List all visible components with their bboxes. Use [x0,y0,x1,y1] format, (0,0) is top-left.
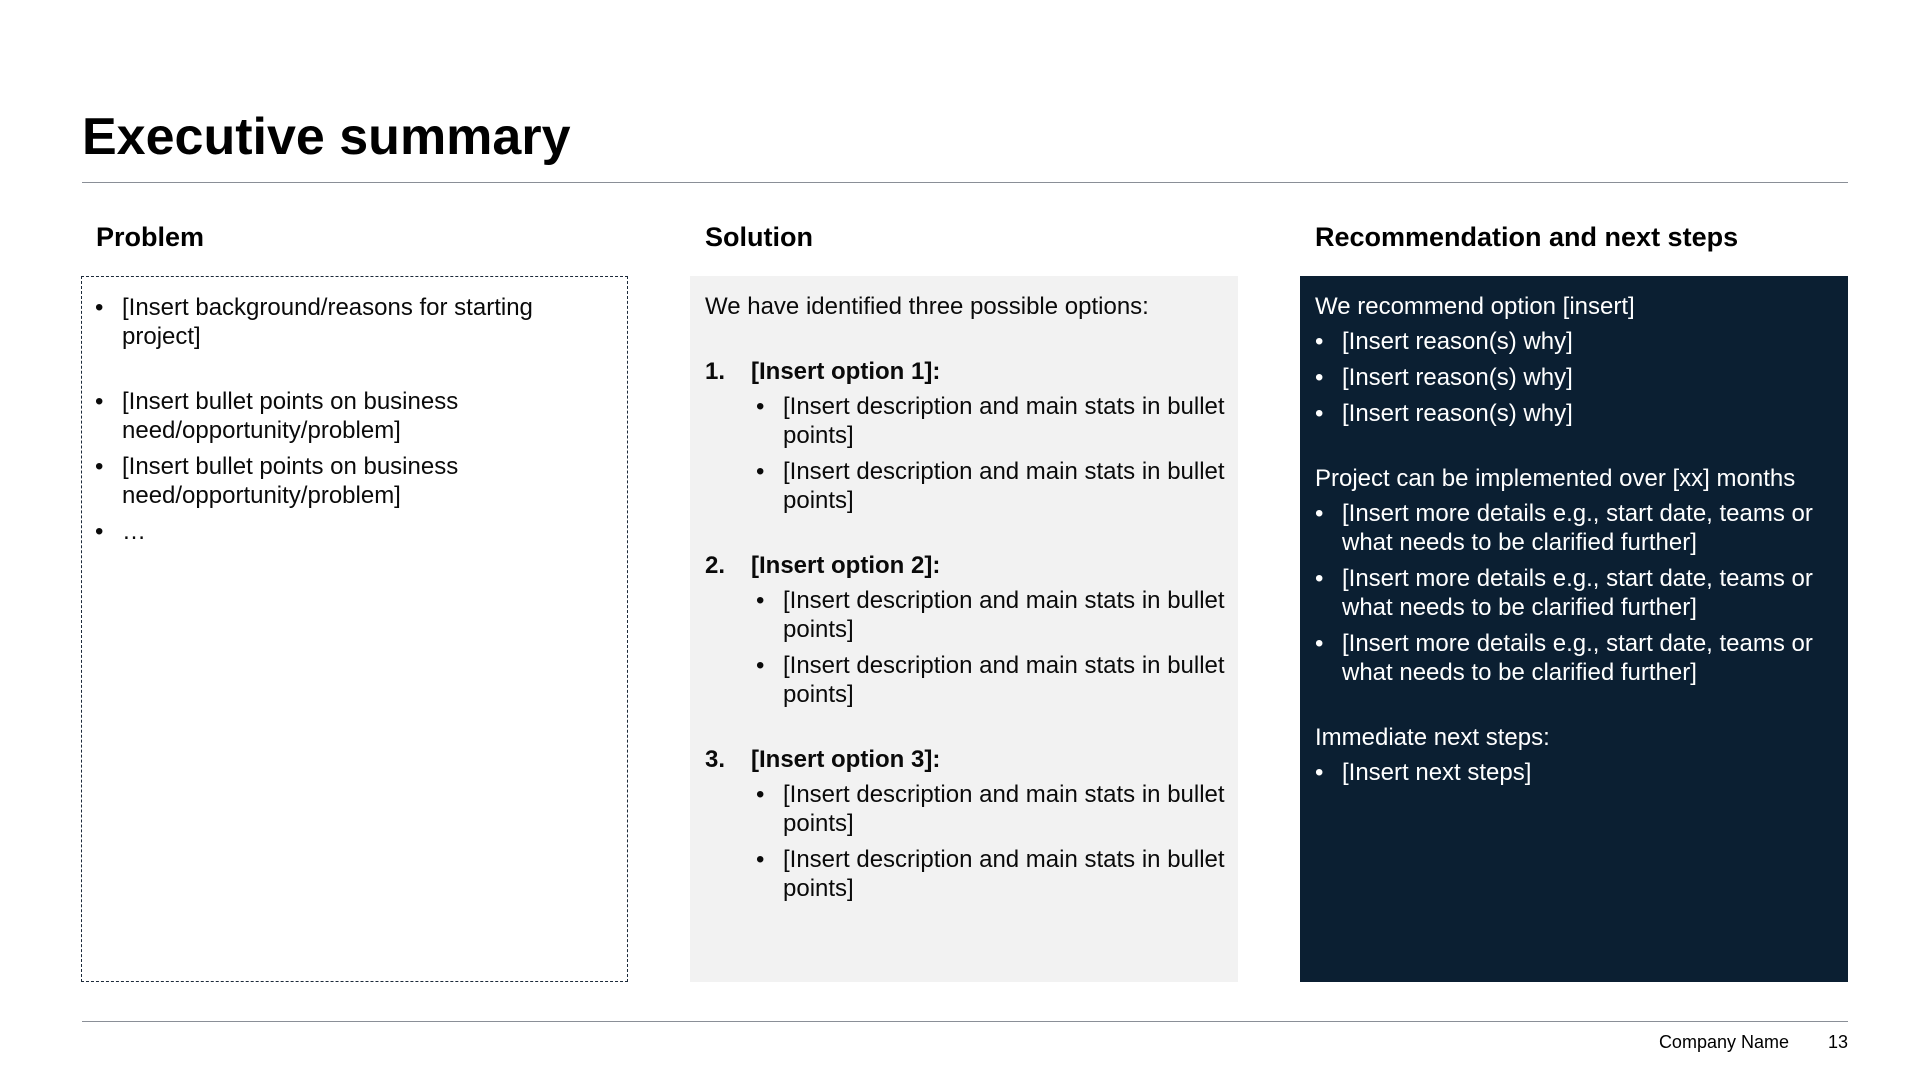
implementation-detail-bullet: • [Insert more details e.g., start date, teams or what needs to be clarified further] [1315,499,1836,557]
option-bullet-list [705,586,1226,709]
solution-option [705,551,1226,709]
reason-bullet: • [Insert reason(s) why] [1315,327,1836,356]
option-bullet: • [Insert description and main stats in bullet points] [756,780,1226,838]
option-number: 2. [705,552,726,579]
problem-heading: Problem [96,222,205,252]
problem-bullet: • [Insert bullet points on business need/opportunity/problem] [95,387,615,445]
recommendation-intro: We recommend option [insert] [1315,293,1635,320]
solution-intro: We have identified three possible options: [705,293,1149,320]
solution-heading: Solution [705,222,813,252]
implementation-details-list [1315,499,1836,687]
option-bullet: • [Insert description and main stats in bullet points] [756,651,1226,709]
next-steps-intro: Immediate next steps: [1315,724,1550,751]
recommendation-panel [1300,276,1848,982]
problem-bullet: • [Insert background/reasons for starting project] [95,293,615,351]
problem-panel [81,276,628,982]
reasons-list [1315,327,1836,428]
option-bullet-list [705,780,1226,903]
problem-bullet: • [Insert bullet points on business need/opportunity/problem] [95,452,615,510]
solution-options-list [705,357,1226,903]
option-label: [Insert option 1]: [751,358,941,385]
recommendation-heading: Recommendation and next steps [1315,222,1739,252]
slide-title: Executive summary [82,108,571,166]
next-step-bullet: • [Insert next steps] [1315,758,1836,787]
solution-option [705,357,1226,515]
implementation-intro: Project can be implemented over [xx] months [1315,465,1796,492]
footer-company-name: Company Name [1658,1032,1789,1052]
option-label: [Insert option 3]: [751,746,941,773]
option-label: [Insert option 2]: [751,552,941,579]
option-number: 1. [705,358,726,385]
implementation-detail-bullet: • [Insert more details e.g., start date, teams or what needs to be clarified further] [1315,629,1836,687]
option-bullet-list [705,392,1226,515]
option-bullet: • [Insert description and main stats in bullet points] [756,586,1226,644]
reason-bullet: • [Insert reason(s) why] [1315,399,1836,428]
option-bullet: • [Insert description and main stats in bullet points] [756,392,1226,450]
option-bullet: • [Insert description and main stats in bullet points] [756,845,1226,903]
option-heading [705,357,1226,386]
option-bullet: • [Insert description and main stats in bullet points] [756,457,1226,515]
next-steps-list [1315,758,1836,787]
option-heading [705,551,1226,580]
option-number: 3. [705,746,726,773]
option-heading [705,745,1226,774]
implementation-detail-bullet: • [Insert more details e.g., start date, teams or what needs to be clarified further] [1315,564,1836,622]
reason-bullet: • [Insert reason(s) why] [1315,363,1836,392]
solution-option [705,745,1226,903]
problem-bullet-list [95,293,615,546]
title-divider [82,182,1848,183]
footer-page-number: 13 [1827,1032,1848,1052]
footer-divider [82,1021,1848,1022]
solution-panel [690,276,1238,982]
problem-bullet: • … [95,517,615,546]
